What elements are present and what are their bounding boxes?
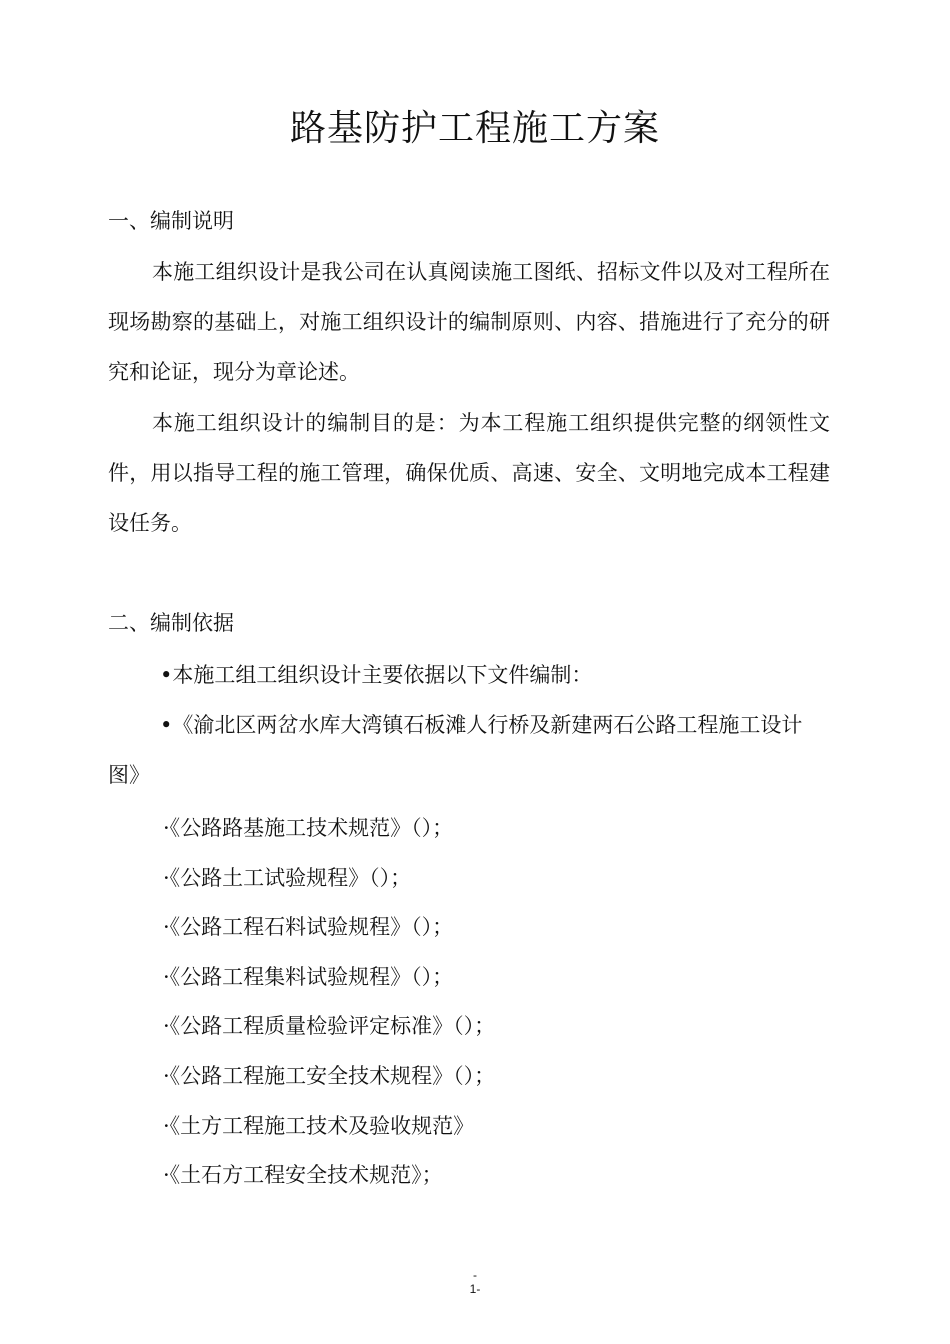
- section-heading-compilation-basis: 二、编制依据: [108, 611, 234, 635]
- page-number: 1-: [469, 1282, 481, 1296]
- paragraph-compilation-notes-2: 本施工组织设计的编制目的是：为本工程施工组织提供完整的纲领性文件，用以指导工程的施工管理，确保优质、高速、安全、文明地完成本工程建设任务。: [108, 411, 830, 535]
- list-item: ·《公路工程施工安全技术规程》（）；: [163, 1063, 496, 1088]
- page-title: 路基防护工程施工方案: [289, 108, 660, 149]
- list-item: ·《公路路基施工技术规范》（）；: [163, 816, 454, 840]
- list-item: ·《土石方工程安全技术规范》；: [163, 1163, 443, 1188]
- list-item: ·《公路工程石料试验规程》（）；: [163, 915, 454, 940]
- list-item: ·《公路工程质量检验评定标准》（）；: [163, 1014, 496, 1039]
- page-mark: -: [473, 1268, 477, 1282]
- section-heading-compilation-notes: 一、编制说明: [108, 209, 234, 233]
- basis-intro: •本施工组工组织设计主要依据以下文件编制：: [160, 663, 593, 687]
- list-item: ·《土方工程施工技术及验收规范》: [163, 1113, 475, 1138]
- list-item: ·《公路工程集料试验规程》（）；: [163, 964, 454, 989]
- page-footer: [0, 1268, 950, 1296]
- list-item: ·《公路土工试验规程》（）；: [163, 865, 412, 890]
- standards-list: [163, 804, 495, 1201]
- paragraph-compilation-notes-1: 本施工组织设计是我公司在认真阅读施工图纸、招标文件以及对工程所在现场勘察的基础上，对施工组织设计的编制原则、内容、措施进行了充分的研究和论证，现分为章论述。: [108, 260, 830, 384]
- basis-lead-item: •《渝北区两岔水库大湾镇石板滩人行桥及新建两石公路工程施工设计图》: [108, 713, 803, 787]
